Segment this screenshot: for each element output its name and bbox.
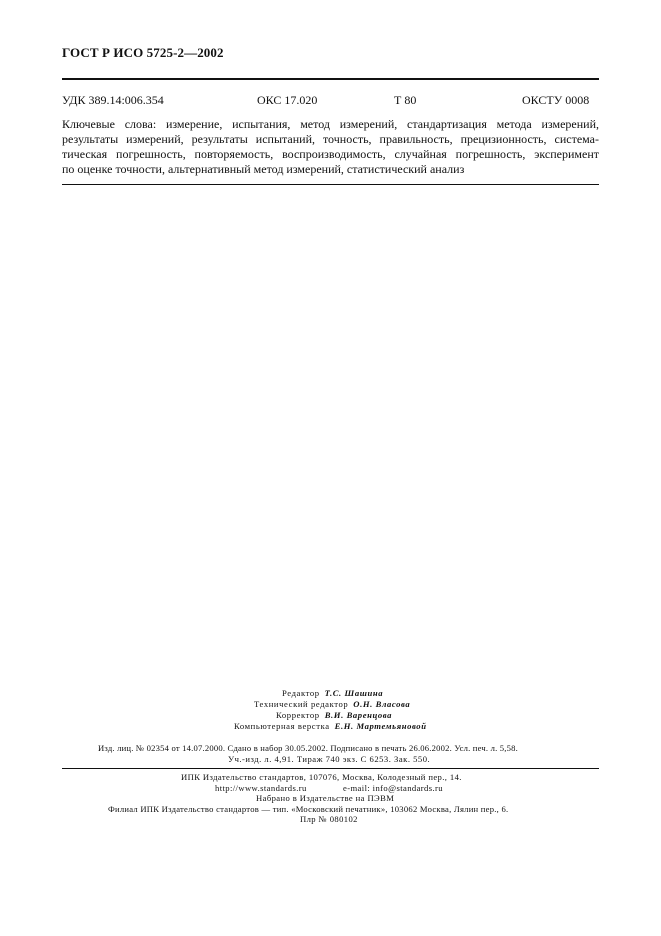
credit-name: О.Н. Власова xyxy=(353,699,411,709)
top-rule xyxy=(62,78,599,80)
keywords-line: тическая погрешность, повторяемость, воспроизводимость, случайная погрешность, эксперимент xyxy=(62,147,599,161)
imprint-line: Изд. лиц. № 02354 от 14.07.2000. Сдано в набор 30.05.2002. Подписано в печать 26.06.2002. Усл. печ. л. 5,58. xyxy=(98,743,518,753)
credit-role: Технический редактор xyxy=(254,699,349,709)
credit-name: В.И. Варенцова xyxy=(324,710,393,720)
keywords-paragraph xyxy=(62,117,599,177)
keywords-line: результаты измерений, результаты испытаний, точность, правильность, прецизионность, система- xyxy=(62,132,599,146)
okstu-code: ОКСТУ 0008 xyxy=(522,93,590,107)
publisher-web: http://www.standards.ru xyxy=(215,782,307,793)
credit-proofreader xyxy=(276,710,392,721)
credit-layout xyxy=(234,721,427,732)
udk-code: УДК 389.14:006.354 xyxy=(62,93,164,107)
keywords-line: Ключевые слова: измерение, испытания, метод измерений, стандартизация метода измерений, xyxy=(62,117,599,131)
publisher-branch: Филиал ИПК Издательство стандартов — тип. «Московский печатник», 103062 Москва, Лялин пер., 6. xyxy=(108,803,509,814)
imprint-line: Уч.-изд. л. 4,91. Тираж 740 экз. С 6253. Зак. 550. xyxy=(228,754,431,764)
credit-role: Корректор xyxy=(276,710,320,720)
oks-code: ОКС 17.020 xyxy=(257,93,318,107)
t-code: Т 80 xyxy=(394,93,417,107)
publisher-typeset: Набрано в Издательстве на ПЭВМ xyxy=(256,793,395,803)
credit-name: Т.С. Шашина xyxy=(324,688,384,698)
keywords-rule xyxy=(62,184,599,185)
credit-name: Е.Н. Мартемьяновой xyxy=(334,721,427,731)
credit-role: Редактор xyxy=(282,688,320,698)
credit-editor xyxy=(282,688,383,699)
publisher-address: ИПК Издательство стандартов, 107076, Москва, Колодезный пер., 14. xyxy=(181,772,462,782)
publisher-email: e-mail: info@standards.ru xyxy=(343,782,444,793)
document-id: ГОСТ Р ИСО 5725-2—2002 xyxy=(62,45,224,60)
publisher-plr: Плр № 080102 xyxy=(300,814,358,824)
keywords-line: по оценке точности, альтернативный метод измерений, статистический анализ xyxy=(62,162,465,176)
credit-role: Компьютерная верстка xyxy=(234,721,330,731)
credit-tech-editor xyxy=(254,699,410,710)
imprint-rule xyxy=(62,768,599,769)
